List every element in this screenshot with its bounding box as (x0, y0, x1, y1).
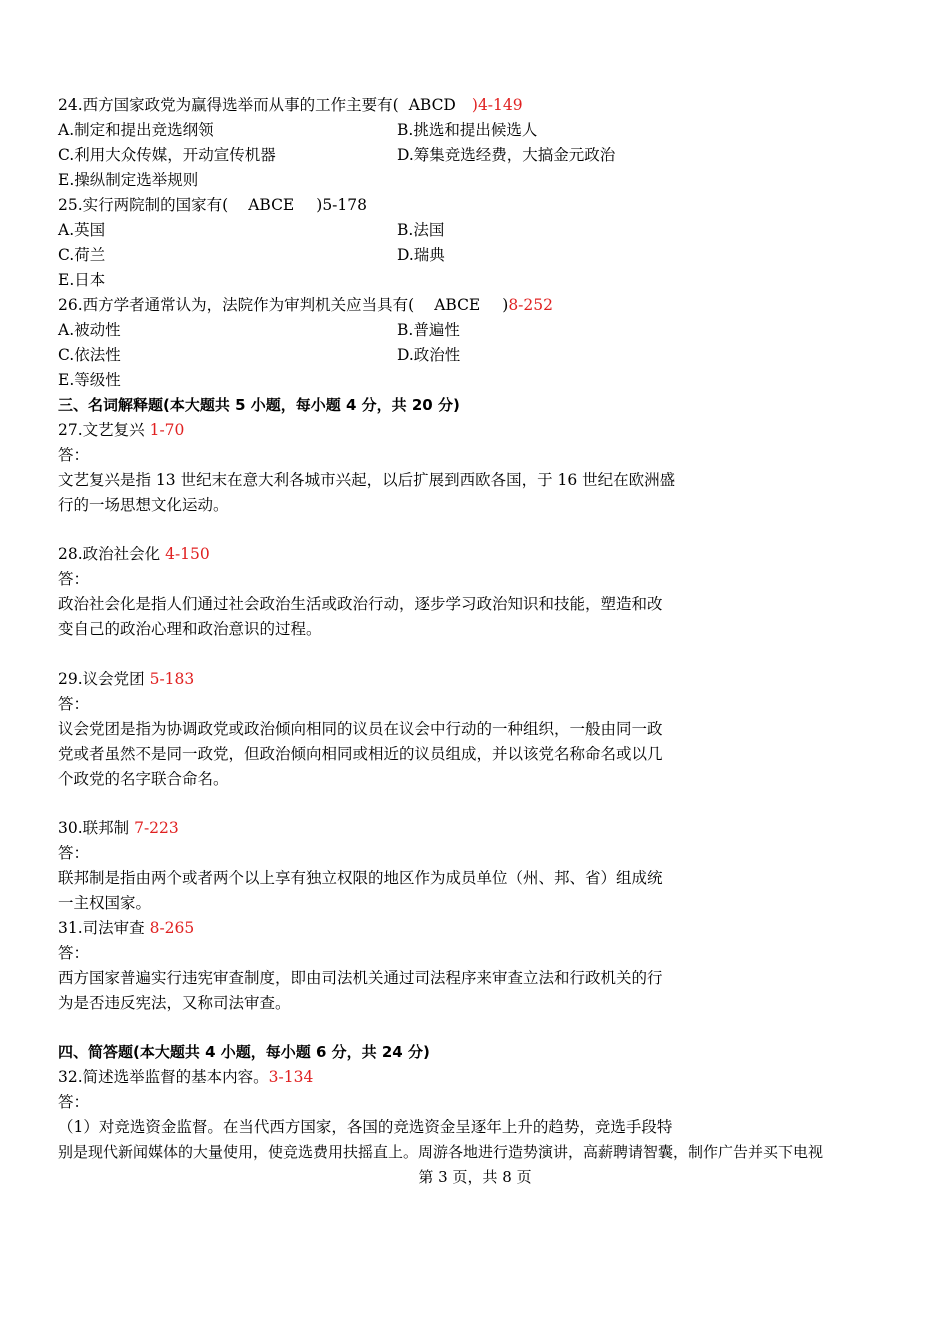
q26-option-e: E.等级性 (58, 371, 121, 389)
q26-option-a: A.被动性 (58, 321, 121, 339)
answer-label: 答： (58, 695, 90, 713)
q29-answer-line-2: 党或者虽然不是同一政党，但政治倾向相同或相近的议员组成，并以该党名称命名或以几 (58, 745, 663, 763)
section-4-heading: 四、简答题(本大题共 4 小题，每小题 6 分，共 24 分) (58, 1043, 430, 1061)
question-25 (58, 195, 367, 217)
question-29-ref: 5-183 (149, 670, 195, 688)
q28-answer-line-1: 政治社会化是指人们通过社会政治生活或政治行动，逐步学习政治知识和技能，塑造和改 (58, 595, 663, 613)
question-25-answer: ABCE (248, 196, 295, 214)
q29-answer-line-3: 个政党的名字联合命名。 (58, 770, 229, 788)
q25-option-a: A.英国 (58, 221, 106, 239)
question-29 (58, 669, 194, 691)
q29-answer-line-1: 议会党团是指为协调政党或政治倾向相同的议员在议会中行动的一种组织，一般由同一政 (58, 720, 663, 738)
q31-answer-line-2: 为是否违反宪法，又称司法审查。 (58, 994, 291, 1012)
answer-label: 答： (58, 570, 90, 588)
question-31-stem: 31.司法审查 (58, 919, 150, 937)
question-24 (58, 95, 523, 117)
q25-option-d: D.瑞典 (397, 246, 445, 264)
question-32 (58, 1067, 313, 1089)
question-25-stem: 25.实行两院制的国家有( (58, 196, 229, 214)
question-25-ref: 5-178 (322, 196, 367, 214)
question-30 (58, 818, 179, 840)
q30-answer-line-1: 联邦制是指由两个或者两个以上享有独立权限的地区作为成员单位（州、邦、省）组成统 (58, 869, 663, 887)
question-28-stem: 28.政治社会化 (58, 545, 166, 563)
question-31-ref: 8-265 (149, 919, 195, 937)
question-27 (58, 420, 184, 442)
q26-option-c: C.依法性 (58, 346, 121, 364)
q28-answer-line-2: 变自己的政治心理和政治意识的过程。 (58, 620, 322, 638)
question-31 (58, 918, 194, 940)
question-28-ref: 4-150 (165, 545, 210, 563)
q25-option-c: C.荷兰 (58, 246, 106, 264)
answer-label: 答： (58, 1093, 90, 1111)
question-24-close: ) (471, 96, 478, 114)
question-25-close: ) (316, 196, 323, 214)
question-30-ref: 7-223 (134, 819, 179, 837)
question-28 (58, 544, 210, 566)
q24-option-a: A.制定和提出竞选纲领 (58, 121, 214, 139)
question-27-stem: 27.文艺复兴 (58, 421, 150, 439)
q24-option-e: E.操纵制定选举规则 (58, 171, 199, 189)
answer-label: 答： (58, 844, 90, 862)
q31-answer-line-1: 西方国家普遍实行违宪审查制度，即由司法机关通过司法程序来审查立法和行政机关的行 (58, 969, 663, 987)
answer-label: 答： (58, 446, 90, 464)
q30-answer-line-2: 一主权国家。 (58, 894, 152, 912)
q25-option-b: B.法国 (397, 221, 445, 239)
question-24-ref: 4-149 (477, 96, 523, 114)
q24-option-d: D.筹集竞选经费，大搞金元政治 (397, 146, 616, 164)
q27-answer-line-1: 文艺复兴是指 13 世纪末在意大利各城市兴起，以后扩展到西欧各国，于 16 世纪在欧洲盛 (58, 471, 676, 489)
q32-answer-line-1: （1）对竞选资金监督。在当代西方国家，各国的竞选资金呈逐年上升的趋势，竞选手段特 (58, 1118, 673, 1136)
section-3-heading: 三、名词解释题(本大题共 5 小题，每小题 4 分，共 20 分) (58, 396, 460, 414)
question-32-ref: 3-134 (268, 1068, 314, 1086)
q24-option-b: B.挑选和提出候选人 (397, 121, 538, 139)
answer-label: 答： (58, 944, 90, 962)
question-29-stem: 29.议会党团 (58, 670, 150, 688)
question-30-stem: 30.联邦制 (58, 819, 135, 837)
q27-answer-line-2: 行的一场思想文化运动。 (58, 496, 229, 514)
question-24-stem: 24.西方国家政党为赢得选举而从事的工作主要有( (58, 96, 399, 114)
page-footer: 第 3 页，共 8 页 (418, 1168, 532, 1186)
q26-option-b: B.普遍性 (397, 321, 460, 339)
q24-option-c: C.利用大众传媒，开动宣传机器 (58, 146, 276, 164)
question-26 (58, 295, 553, 317)
question-26-ref: 8-252 (508, 296, 553, 314)
question-26-answer: ABCE (434, 296, 481, 314)
question-26-close: ) (502, 296, 509, 314)
question-32-stem: 32.简述选举监督的基本内容。 (58, 1068, 269, 1086)
q25-option-e: E.日本 (58, 271, 106, 289)
question-24-answer: ABCD (408, 96, 456, 114)
q26-option-d: D.政治性 (397, 346, 461, 364)
question-26-stem: 26.西方学者通常认为，法院作为审判机关应当具有( (58, 296, 415, 314)
q32-answer-line-2: 别是现代新闻媒体的大量使用，使竞选费用扶摇直上。周游各地进行造势演讲，高薪聘请智囊，制作广告并买下电视 (58, 1143, 824, 1161)
question-27-ref: 1-70 (149, 421, 185, 439)
